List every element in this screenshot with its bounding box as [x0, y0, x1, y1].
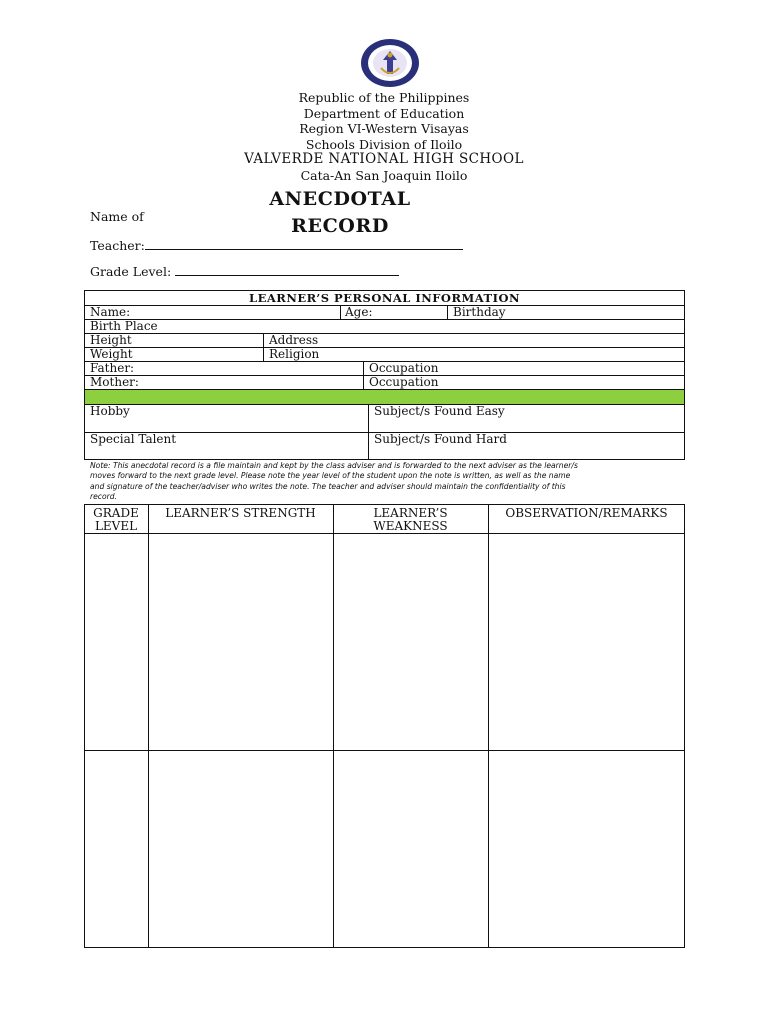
grade-level-input-line[interactable]: [175, 264, 399, 276]
subjects-easy-label: Subject/s Found Easy: [374, 404, 505, 418]
confidentiality-note: [90, 461, 684, 503]
age-label: Age:: [345, 305, 373, 319]
region-line: Region VI-Western Visayas: [299, 121, 469, 137]
hobby-label: Hobby: [90, 404, 130, 418]
highlight-bar: [85, 390, 684, 404]
page-title: [255, 186, 425, 240]
weight-label: Weight: [90, 347, 133, 361]
division-line: Schools Division of Iloilo: [305, 136, 463, 152]
record-row-2[interactable]: [85, 751, 684, 947]
teacher-field[interactable]: [90, 238, 463, 253]
grade-level-header-line-1: GRADE: [93, 506, 139, 520]
birthday-label: Birthday: [453, 305, 506, 319]
name-of-label: Name of: [90, 209, 144, 224]
note-line-2: moves forward to the next grade level. Please note the year level of the student upon the note is written, as well as the name: [90, 471, 571, 481]
note-line-4: record.: [90, 492, 117, 502]
religion-label: Religion: [269, 347, 320, 361]
father-occupation-label: Occupation: [369, 361, 439, 375]
subjects-hard-label: Subject/s Found Hard: [374, 432, 507, 446]
grade-level-label: Grade Level:: [90, 264, 172, 279]
letterhead: [0, 90, 768, 184]
note-line-3: and signature of the teacher/adviser who writes the note. The teacher and adviser should maintain the confidentiality of this: [90, 481, 566, 491]
mother-label: Mother:: [90, 375, 139, 389]
school-address: Cata-An San Joaquin Iloilo: [300, 167, 468, 183]
grade-level-header-line-2: LEVEL: [94, 519, 138, 533]
note-line-1: Note: This anecdotal record is a file maintain and kept by the class adviser and is forwarded to the next adviser as the learner/s: [90, 461, 578, 470]
teacher-label: Teacher:: [90, 238, 145, 253]
grade-level-column-header: [84, 507, 148, 533]
republic-line: Republic of the Philippines: [298, 90, 470, 105]
department-line: Department of Education: [303, 105, 465, 121]
personal-info-heading: LEARNER’S PERSONAL INFORMATION: [248, 291, 520, 305]
record-row-1[interactable]: [85, 534, 684, 750]
title-line-1: ANECDOTAL: [269, 188, 411, 210]
strength-column-header: LEARNER’S STRENGTH: [165, 506, 316, 520]
deped-seal-icon: [359, 38, 421, 88]
weakness-column-header: [333, 507, 488, 533]
observation-column-header: OBSERVATION/REMARKS: [505, 506, 668, 520]
special-talent-label: Special Talent: [90, 432, 177, 446]
birth-place-label: Birth Place: [90, 319, 158, 333]
title-line-2: RECORD: [291, 215, 389, 237]
grade-level-field[interactable]: [90, 264, 399, 279]
weakness-header-line-2: WEAKNESS: [373, 519, 448, 533]
mother-occupation-label: Occupation: [369, 375, 439, 389]
teacher-input-line[interactable]: [145, 238, 463, 250]
address-label: Address: [269, 333, 319, 347]
father-label: Father:: [90, 361, 135, 375]
height-label: Height: [90, 333, 132, 347]
name-label: Name:: [90, 305, 131, 319]
weakness-header-line-1: LEARNER’S: [373, 506, 448, 520]
school-name: VALVERDE NATIONAL HIGH SCHOOL: [244, 151, 524, 168]
